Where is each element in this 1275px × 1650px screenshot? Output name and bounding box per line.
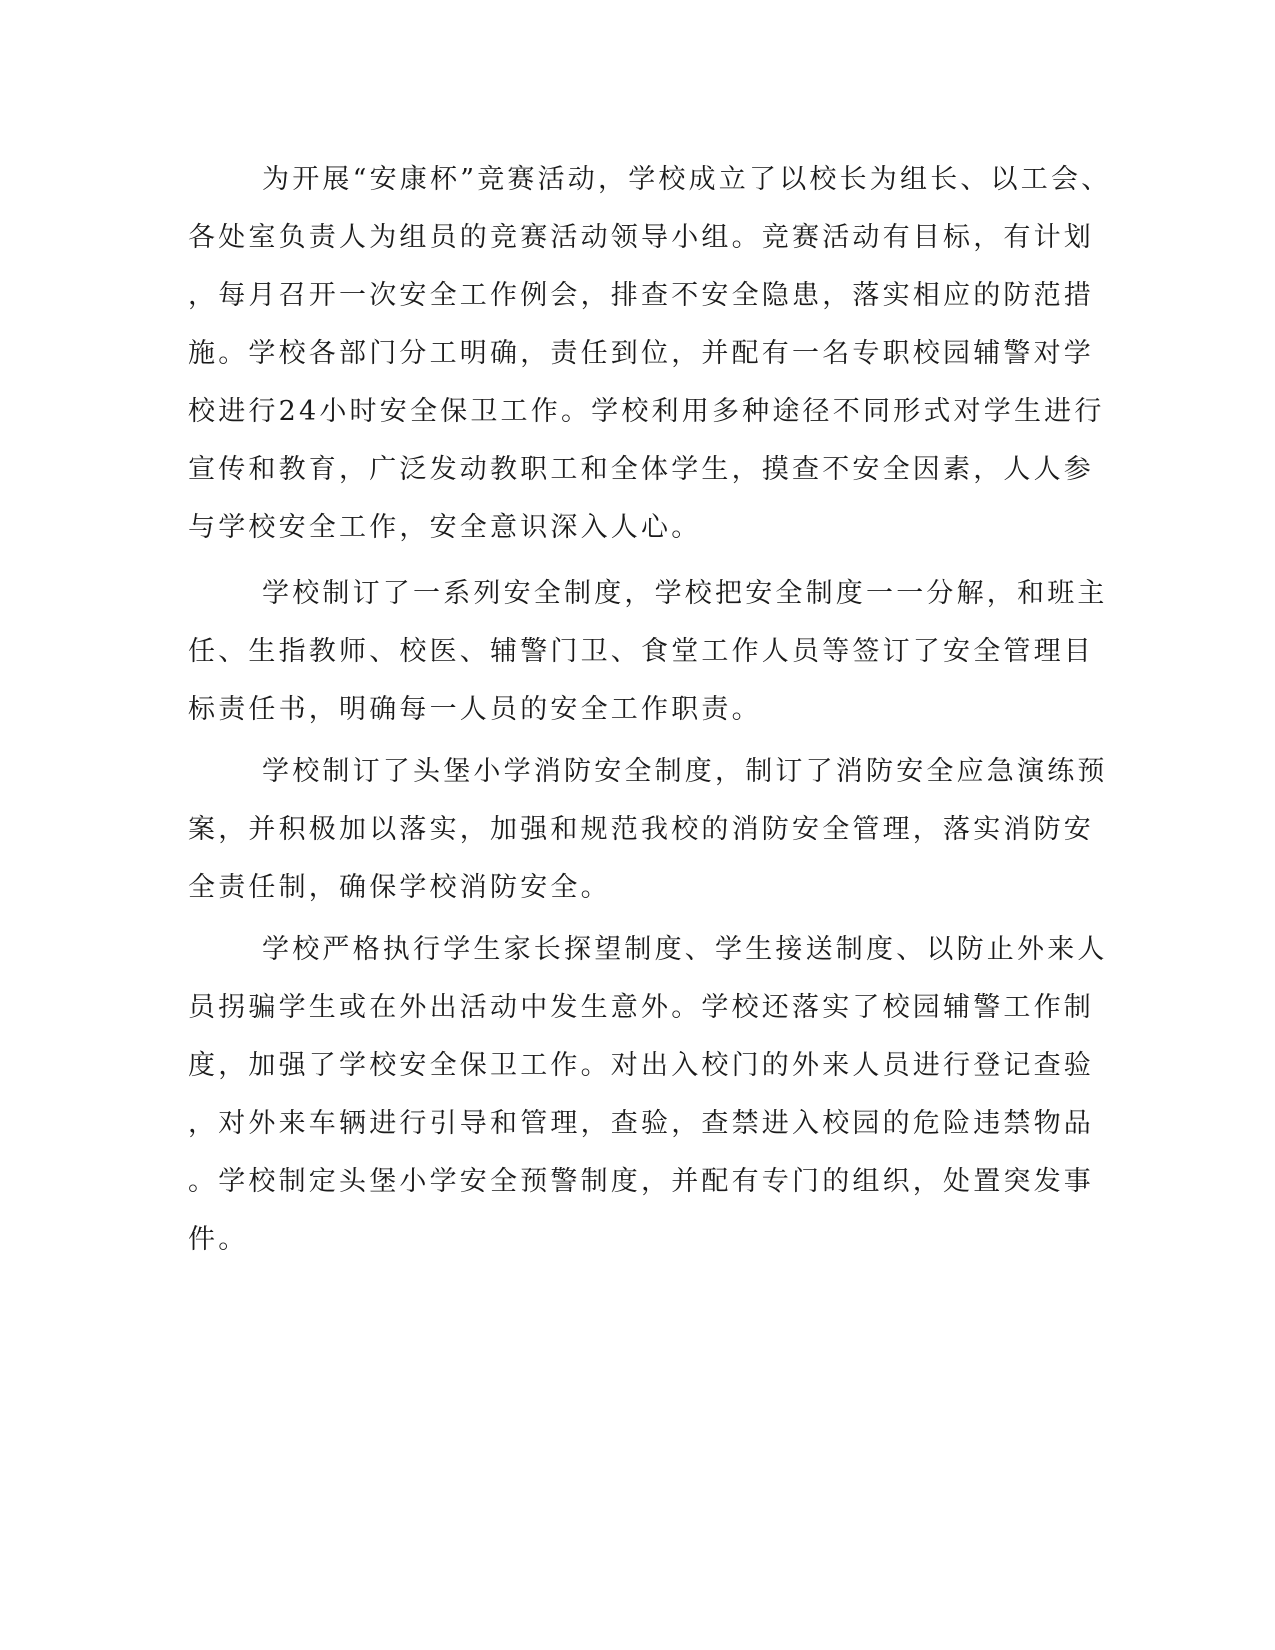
- paragraph-line: 员拐骗学生或在外出活动中发生意外。学校还落实了校园辅警工作制: [188, 992, 1094, 1023]
- paragraph-line: 为开展“安康杯”竞赛活动，学校成立了以校长为组长、以工会、: [262, 164, 1112, 195]
- paragraph-line: 案，并积极加以落实，加强和规范我校的消防安全管理，落实消防安: [188, 814, 1094, 845]
- paragraph-line: 件。: [188, 1224, 249, 1255]
- paragraph-line: 学校制订了一系列安全制度，学校把安全制度一一分解，和班主: [262, 578, 1108, 609]
- paragraph-line: 施。学校各部门分工明确，责任到位，并配有一名专职校园辅警对学: [188, 338, 1094, 369]
- paragraph-line: 校进行24小时安全保卫工作。学校利用多种途径不同形式对学生进行: [188, 396, 1105, 427]
- paragraph-line: 学校严格执行学生家长探望制度、学生接送制度、以防止外来人: [262, 934, 1108, 965]
- paragraph-line: 各处室负责人为组员的竞赛活动领导小组。竞赛活动有目标，有计划: [188, 222, 1094, 253]
- paragraph-line: ，对外来车辆进行引导和管理，查验，查禁进入校园的危险违禁物品: [188, 1108, 1094, 1139]
- paragraph-line: 任、生指教师、校医、辅警门卫、食堂工作人员等签订了安全管理目: [188, 636, 1094, 667]
- paragraph-line: 全责任制，确保学校消防安全。: [188, 872, 611, 903]
- paragraph-line: 与学校安全工作，安全意识深入人心。: [188, 512, 702, 543]
- paragraph-line: 学校制订了头堡小学消防安全制度，制订了消防安全应急演练预: [262, 756, 1108, 787]
- paragraph-line: 宣传和教育，广泛发动教职工和全体学生，摸查不安全因素，人人参: [188, 454, 1094, 485]
- paragraph-line: 标责任书，明确每一人员的安全工作职责。: [188, 694, 762, 725]
- paragraph-line: ，每月召开一次安全工作例会，排查不安全隐患，落实相应的防范措: [188, 280, 1094, 311]
- paragraph-line: 度，加强了学校安全保卫工作。对出入校门的外来人员进行登记查验: [188, 1050, 1094, 1081]
- paragraph-line: 。学校制定头堡小学安全预警制度，并配有专门的组织，处置突发事: [188, 1166, 1094, 1197]
